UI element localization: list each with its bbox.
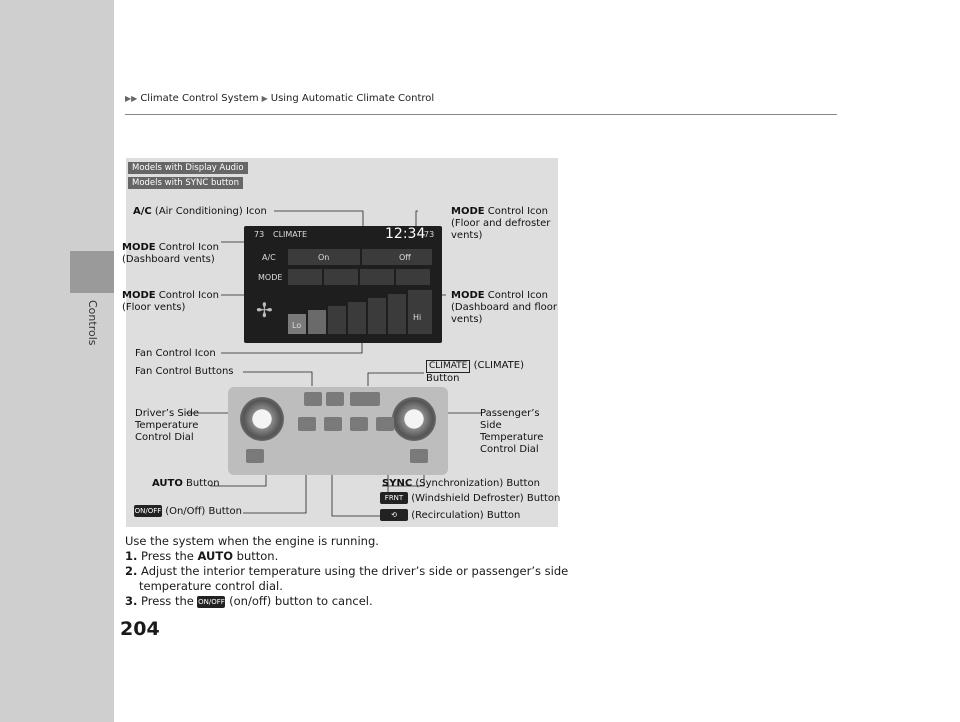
callout-auto-button: AUTO Button <box>152 478 220 489</box>
fan-up-button[interactable] <box>326 392 344 406</box>
callout-passenger-dial: Passenger’s Side Temperature Control Dial <box>480 408 544 455</box>
model-tag: Models with Display Audio <box>128 162 248 174</box>
mode-floor-defroster-icon[interactable] <box>396 269 430 285</box>
breadcrumb-arrow-icon: ▶▶ <box>125 94 138 103</box>
passenger-temperature-dial[interactable] <box>392 397 436 441</box>
onoff-button[interactable] <box>298 417 316 431</box>
callout-mode-dashboard: MODE Control Icon (Dashboard vents) <box>122 242 220 265</box>
screen-time: 12:34 <box>385 226 426 242</box>
step-2: 2. Adjust the interior temperature using the driver’s side or passenger’s side temperature control dial. <box>125 564 569 593</box>
fan-icon: ✢ <box>256 298 273 322</box>
recirculation-icon: ⟲ <box>380 509 408 521</box>
climate-touchscreen <box>244 226 442 343</box>
fan-level[interactable] <box>348 302 366 334</box>
model-tag: Models with SYNC button <box>128 177 243 189</box>
step-3: 3. Press the ON/OFF (on/off) button to cancel. <box>125 594 373 608</box>
sidebar-tab-marker <box>70 251 114 293</box>
callout-sync-button: SYNC (Synchronization) Button <box>382 478 540 489</box>
mode-dashboard-vents-icon[interactable] <box>288 269 322 285</box>
page-number: 204 <box>120 618 160 640</box>
rear-defroster-button[interactable] <box>376 417 394 431</box>
breadcrumb-arrow-icon: ▶ <box>261 94 268 103</box>
front-defroster-icon: FRNT <box>380 492 408 504</box>
mode-floor-vents-icon[interactable] <box>324 269 358 285</box>
callout-recirculation-button: ⟲ (Recirculation) Button <box>380 509 520 522</box>
callout-mode-floor: MODE Control Icon (Floor vents) <box>122 290 220 313</box>
callout-mode-floor-defroster: MODE Control Icon (Floor and defroster vents) <box>451 206 551 241</box>
callout-fan-buttons: Fan Control Buttons <box>135 366 234 377</box>
fan-level[interactable] <box>328 306 346 334</box>
fan-down-button[interactable] <box>304 392 322 406</box>
fan-level[interactable] <box>388 294 406 334</box>
onoff-icon: ON/OFF <box>134 507 162 515</box>
screen-ac-label: A/C <box>262 253 276 262</box>
screen-hi-label: Hi <box>413 313 422 322</box>
intro-text: Use the system when the engine is running. <box>125 534 379 548</box>
callout-fan-icon: Fan Control Icon <box>135 348 216 359</box>
sidebar-section-label: Controls <box>86 300 99 346</box>
driver-temperature-dial[interactable] <box>240 397 284 441</box>
ac-off-button[interactable] <box>362 249 432 265</box>
callout-defroster-button: FRNT (Windshield Defroster) Button <box>380 492 560 505</box>
instructions <box>125 534 575 609</box>
fan-level-hi[interactable] <box>408 290 432 334</box>
callout-mode-dashboard-floor: MODE Control Icon (Dashboard and floor vents) <box>451 290 557 325</box>
header-rule <box>125 114 837 115</box>
recirculation-button[interactable] <box>324 417 342 431</box>
callout-ac-icon: A/C (Air Conditioning) Icon <box>133 206 267 217</box>
screen-mode-label: MODE <box>258 273 283 282</box>
climate-control-panel <box>228 387 448 475</box>
screen-lo-label: Lo <box>292 321 302 330</box>
sidebar <box>0 0 114 722</box>
onoff-icon: ON/OFF <box>198 597 225 606</box>
callout-climate-button: CLIMATE (CLIMATE) Button <box>426 360 524 384</box>
step-1: 1. Press the AUTO button. <box>125 549 279 563</box>
screen-off-label: Off <box>399 253 411 262</box>
breadcrumb-item[interactable]: Using Automatic Climate Control <box>270 93 435 104</box>
fan-level[interactable] <box>368 298 386 334</box>
screen-title: CLIMATE <box>273 230 308 239</box>
front-defroster-button[interactable] <box>350 417 368 431</box>
callout-onoff-button: ON/OFF (On/Off) Button <box>134 506 243 517</box>
screen-temp-left: 73 <box>254 230 265 239</box>
mode-dashboard-floor-icon[interactable] <box>360 269 394 285</box>
breadcrumb-item[interactable]: Climate Control System <box>140 93 259 104</box>
breadcrumb <box>125 93 434 104</box>
callout-driver-dial: Driver’s Side Temperature Control Dial <box>135 408 199 443</box>
screen-temp-right: 73 <box>424 230 435 239</box>
heated-seat-left-button[interactable] <box>246 449 264 463</box>
climate-button[interactable] <box>350 392 380 406</box>
heated-seat-right-button[interactable] <box>410 449 428 463</box>
screen-on-label: On <box>318 253 330 262</box>
fan-level[interactable] <box>308 310 326 334</box>
